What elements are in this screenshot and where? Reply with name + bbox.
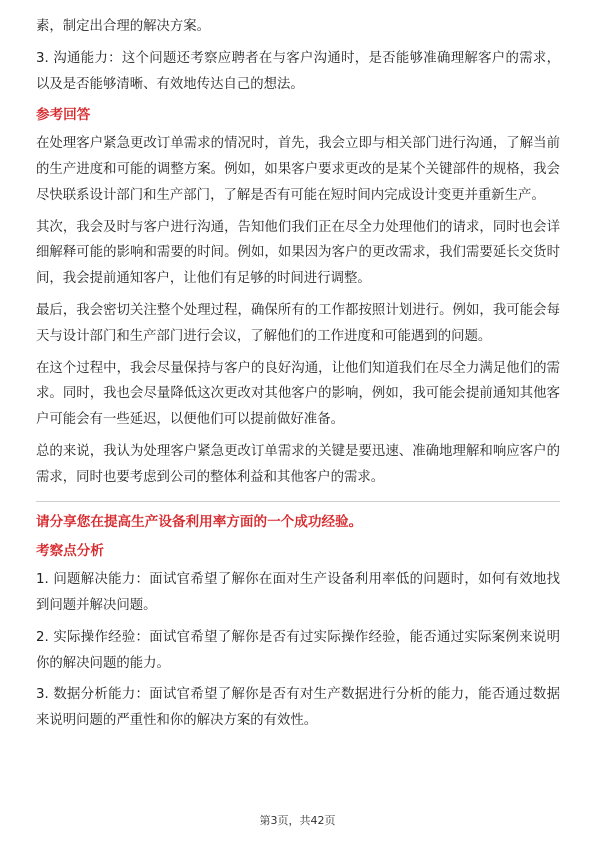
paragraph: 3. 数据分析能力：面试官希望了解你是否有对生产数据进行分析的能力，能否通过数据来说明问题的严重性和你的解决方案的有效性。: [36, 687, 560, 729]
page-content: [36, 14, 560, 740]
page-number: 第3页，共42页: [259, 814, 336, 827]
paragraph: 3. 沟通能力：这个问题还考察应聘者在与客户沟通时，是否能够准确理解客户的需求，以及是否能够清晰、有效地传达自己的想法。: [36, 50, 560, 92]
paragraph: 2. 实际操作经验：面试官希望了解你是否有过实际操作经验，能否通过实际案例来说明你的解决问题的能力。: [36, 629, 560, 671]
paragraph: 1. 问题解决能力：面试官希望了解你在面对生产设备利用率低的问题时，如何有效地找到问题并解决问题。: [36, 572, 560, 613]
paragraph: 总的来说，我认为处理客户紧急更改订单需求的关键是要迅速、准确地理解和响应客户的需求，同时也要考虑到公司的整体利益和其他客户的需求。: [36, 443, 560, 485]
paragraph: 在这个过程中，我会尽量保持与客户的良好沟通，让他们知道我们在尽全力满足他们的需求。同时，我也会尽量降低这次更改对其他客户的影响，例如，我可能会提前通知其他客户可能会有一些延迟，以便他们可以提前做好准备。: [36, 360, 560, 428]
question-title: 请分享您在提高生产设备利用率方面的一个成功经验。: [36, 513, 363, 530]
answer-heading: 参考回答: [36, 107, 91, 124]
paragraph: 最后，我会密切关注整个处理过程，确保所有的工作都按照计划进行。例如，我可能会每天与设计部门和生产部门进行会议，了解他们的工作进度和可能遇到的问题。: [36, 302, 560, 344]
paragraph: 其次，我会及时与客户进行沟通，告知他们我们正在尽全力处理他们的请求，同时也会详细解释可能的影响和需要的时间。例如，如果因为客户的更改需求，我们需要延长交货时间，我会提前通知客户，让他们有足够的时间进行调整。: [36, 219, 560, 287]
analysis-heading: 考察点分析: [36, 543, 104, 560]
paragraph: 素，制定出合理的解决方案。: [36, 19, 211, 34]
section-divider: [36, 501, 560, 502]
paragraph: 在处理客户紧急更改订单需求的情况时，首先，我会立即与相关部门进行沟通，了解当前的生产进度和可能的调整方案。例如，如果客户要求更改的是某个关键部件的规格，我会尽快联系设计部门和生产部门，了解是否有可能在短时间内完成设计变更并重新生产。: [36, 136, 560, 203]
